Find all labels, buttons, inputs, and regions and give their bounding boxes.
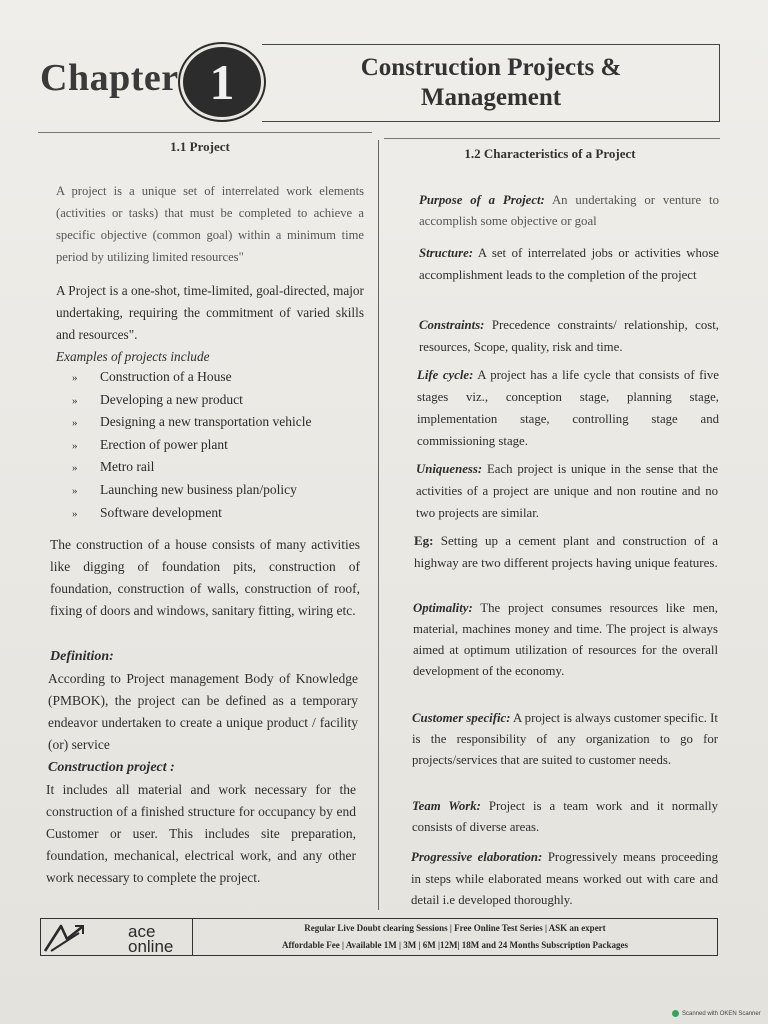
characteristic-optimality: Optimality: The project consumes resources like men, material, machines money and time. The project is always aimed at optimum utilization of resources for the overall development of the economy.	[413, 601, 718, 678]
definition-heading: Definition:	[50, 649, 114, 664]
bullet-icon: »	[72, 439, 78, 452]
chapter-number-badge: 1	[180, 44, 264, 120]
bullet-icon: »	[72, 372, 78, 384]
bullet-icon: »	[72, 484, 78, 497]
bullet-icon: »	[72, 417, 78, 430]
examples-heading: Examples of projects include	[56, 349, 210, 364]
construction-project-heading: Construction project :	[48, 760, 175, 775]
construction-project-text: It includes all material and work necessary for the construction of a finished structure for occupancy by end Customer or user. This includes site preparation, foundation, mechanical, electrical work, and any other work necessary to complete the project.	[46, 782, 356, 885]
list-item: » Developing a new product	[72, 389, 311, 412]
left-column-rule	[38, 132, 372, 133]
project-one-shot-para	[56, 280, 364, 346]
characteristic-structure: Structure: A set of interrelated jobs or activities whose accomplishment leads to the completion of the project	[419, 246, 719, 282]
scanner-logo-icon	[672, 1010, 679, 1017]
bullet-icon: »	[72, 507, 78, 520]
list-item: » Erection of power plant	[72, 434, 311, 457]
characteristic-purpose: Purpose of a Project: An undertaking or venture to accomplish some objective or goal	[419, 193, 719, 228]
characteristic-team-work: Team Work: Project is a team work and it normally consists of diverse areas.	[412, 799, 719, 834]
logo-text-online: online	[128, 937, 174, 956]
house-construction-para: The construction of a house consists of many activities like digging of foundation pits, construction of foundation, construction of walls, construction of roof, fixing of doors and windows, sanitary fitting, wiring etc.	[50, 537, 360, 618]
list-item: » Metro rail	[72, 456, 311, 479]
footer-sessions-line: Regular Live Doubt clearing Sessions | Free Online Test Series | ASK an expert	[304, 923, 606, 933]
definition-text: According to Project management Body of Knowledge (PMBOK), the project can be defined as a temporary endeavor undertaken to create a unique product / facility (or) service	[48, 671, 358, 752]
characteristic-progressive-elaboration: Progressive elaboration: Progressively means proceeding in steps while elaborated means worked out with care and detail i.e developed thoroughly.	[411, 850, 718, 907]
bullet-icon: »	[72, 394, 78, 407]
column-divider	[378, 140, 379, 910]
scanner-watermark: Scanned with OKEN Scanner	[672, 1010, 761, 1017]
list-item: » Software development	[72, 502, 311, 525]
footer-packages-line: Affordable Fee | Available 1M | 3M | 6M |12M| 18M and 24 Months Subscription Packages	[282, 940, 628, 950]
right-column-rule	[384, 138, 720, 139]
one-shot-text: A Project is a one-shot, time-limited, goal-directed, major undertaking, requiring the commitment of varied skills and resources".	[56, 283, 364, 342]
section-heading-1-2: 1.2 Characteristics of a Project	[464, 146, 636, 161]
project-definition-quote: A project is a unique set of interrelated work elements (activities or tasks) that must be completed to achieve a specific objective (common goal) within a minimum time period by utilizing limited resources"	[56, 184, 364, 264]
characteristic-uniqueness: Uniqueness: Each project is unique in the sense that the activities of a project are unique and non routine and no two projects are similar.	[416, 462, 718, 520]
bullet-icon: »	[72, 462, 78, 475]
chapter-title-line1: Construction Projects &	[360, 54, 622, 81]
characteristic-customer-specific: Customer specific: A project is always customer specific. It is the responsibility of any organization to go for projects/services that are suited to customer needs.	[412, 711, 718, 767]
footer-separator	[192, 918, 193, 956]
characteristic-constraints: Constraints: Precedence constraints/ relationship, cost, resources, Scope, quality, risk and time.	[419, 318, 719, 354]
characteristic-example: Eg: Setting up a cement plant and construction of a highway are two different projects having unique features.	[414, 533, 718, 570]
examples-list	[72, 366, 311, 524]
ace-logo-icon	[42, 922, 86, 954]
characteristic-life-cycle: Life cycle: A project has a life cycle that consists of five stages viz., conception stage, planning stage, implementation stage, controlling stage and commissioning stage.	[417, 368, 719, 448]
list-item: » Construction of a House	[72, 366, 311, 389]
ace-online-logo	[42, 922, 190, 954]
chapter-label: Chapter	[40, 57, 179, 99]
section-heading-1-1: 1.1 Project	[170, 139, 230, 154]
chapter-title-line2: Management	[420, 84, 562, 111]
logo-text-ace: ace	[128, 922, 156, 941]
list-item: » Launching new business plan/policy	[72, 479, 311, 502]
list-item: » Designing a new transportation vehicle	[72, 411, 311, 434]
